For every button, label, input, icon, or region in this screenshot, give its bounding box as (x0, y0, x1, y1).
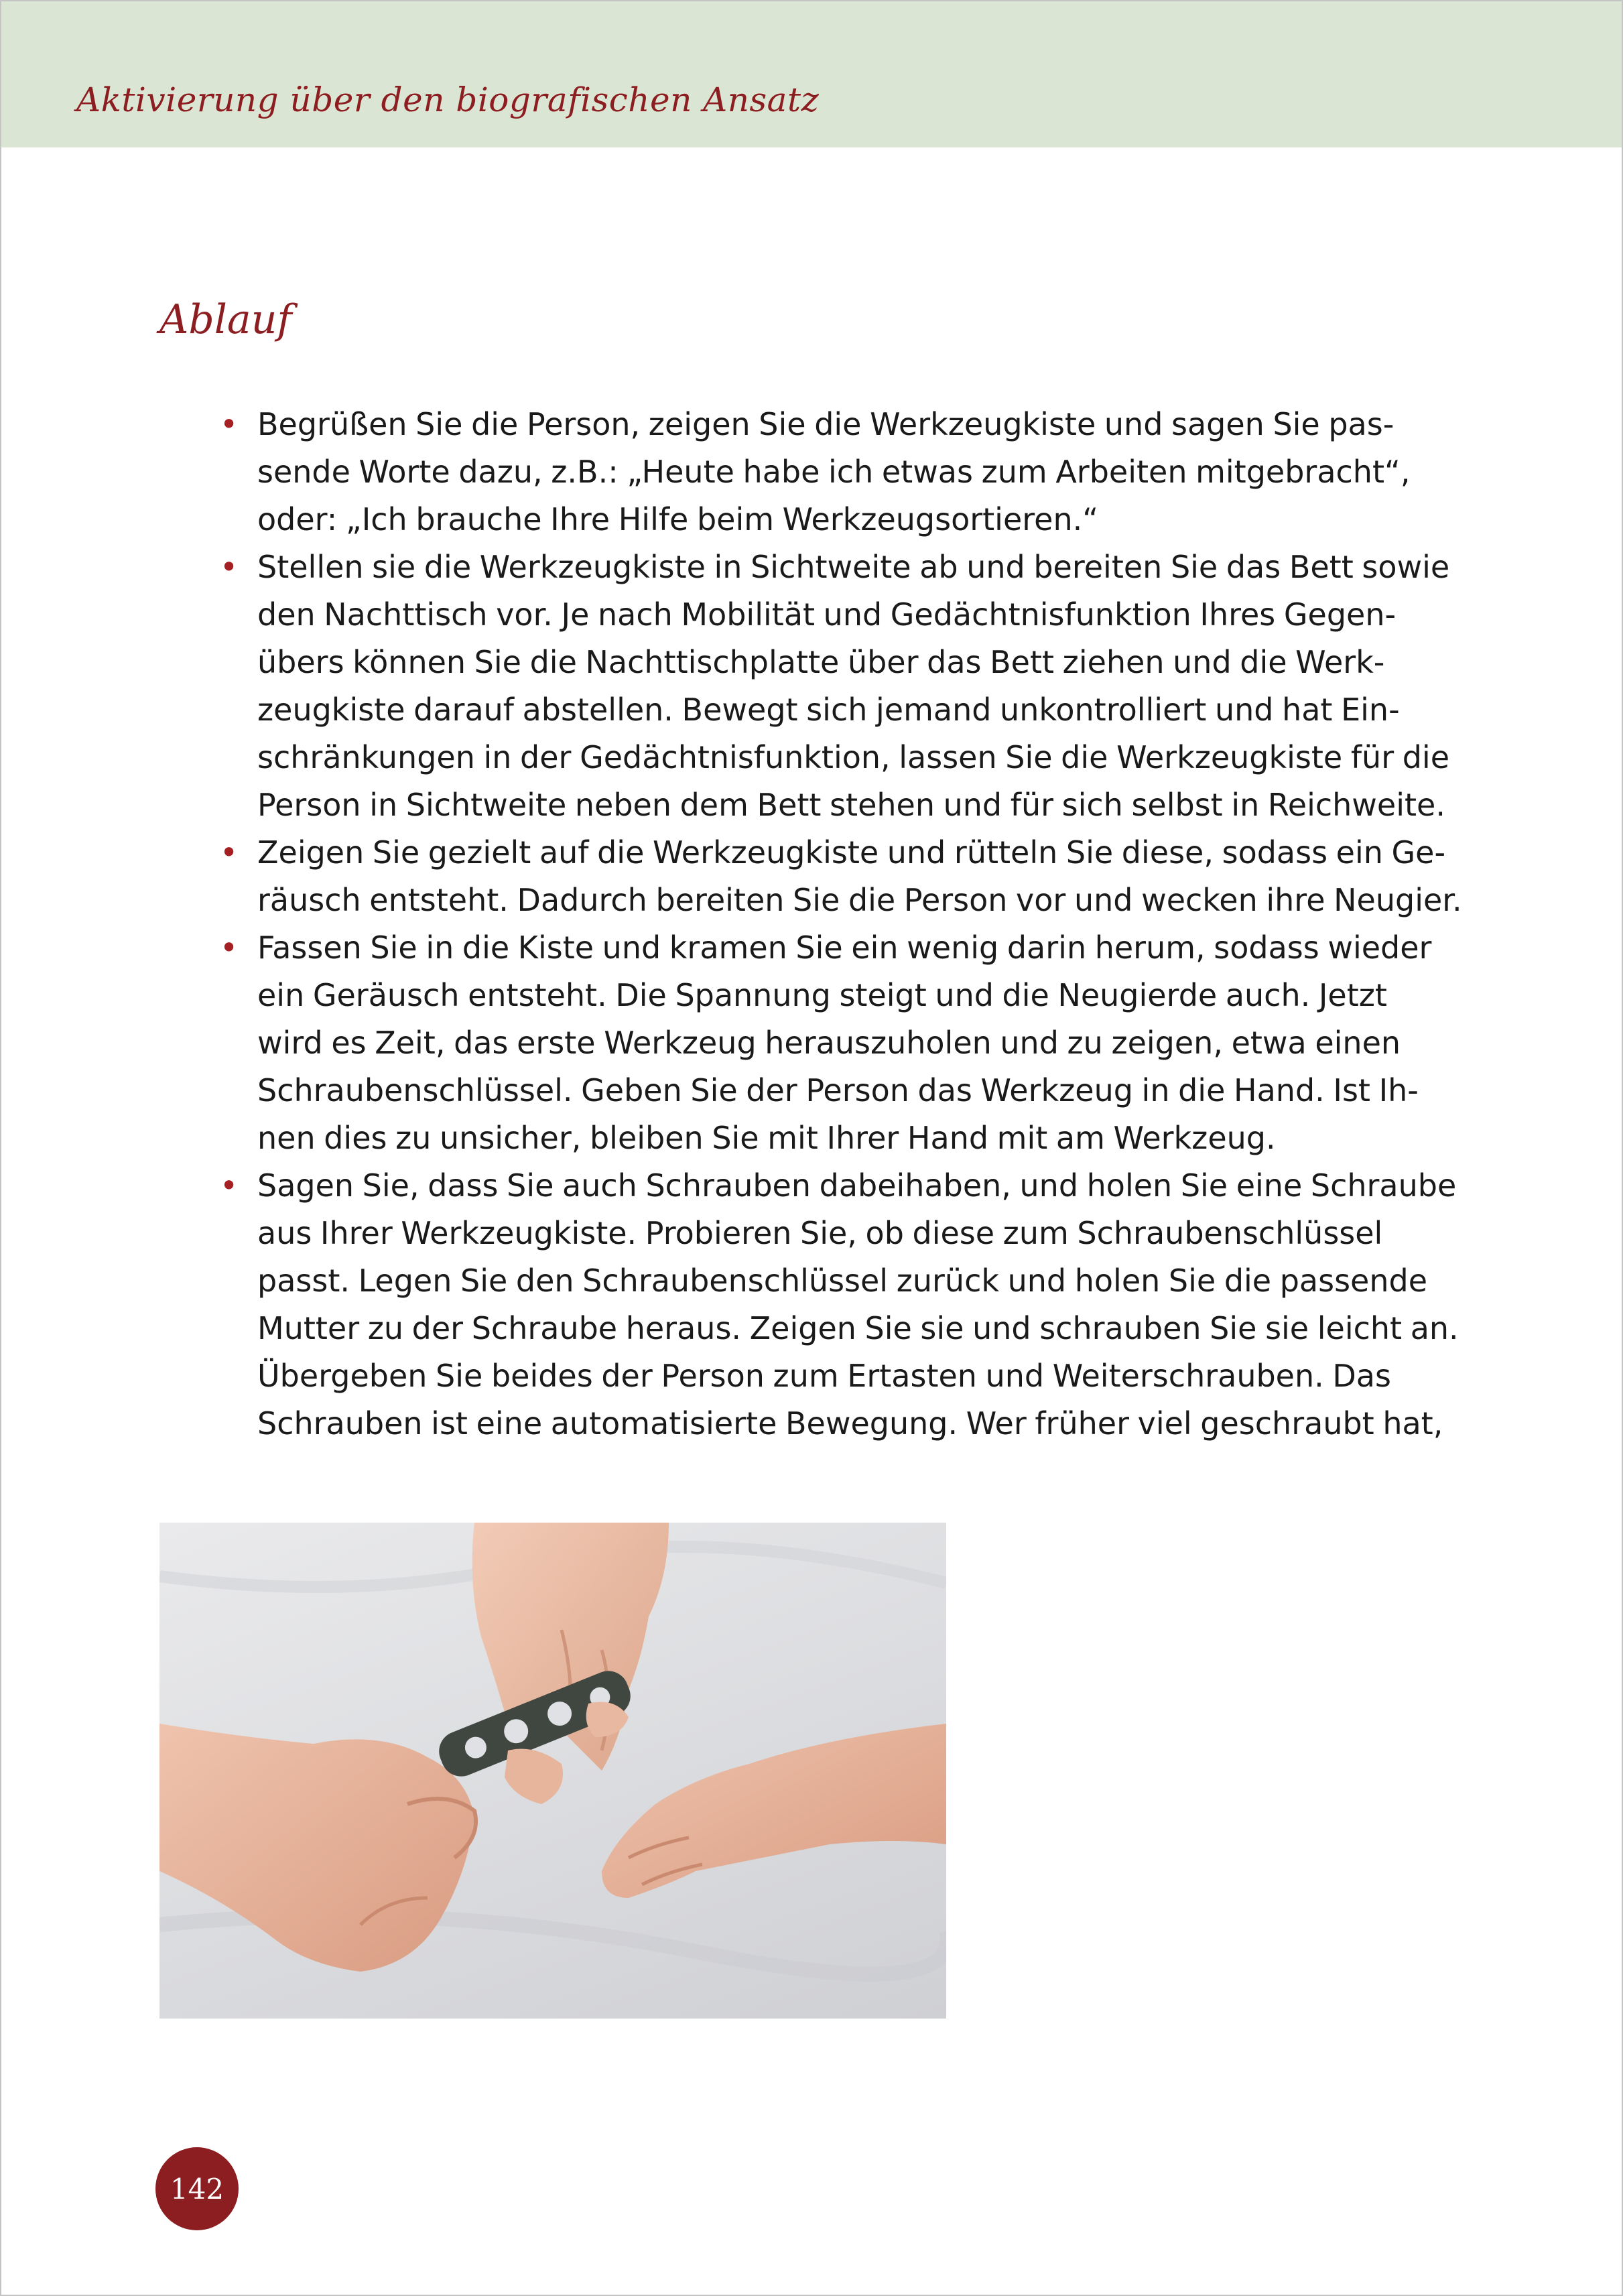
text-line: nen dies zu unsicher, bleiben Sie mit Ihrer Hand mit am Werkzeug. (257, 1120, 1276, 1156)
page-number: 142 (170, 2172, 224, 2206)
text-line: Mutter zu der Schraube heraus. Zeigen Sie sie und schrauben Sie sie leicht an. (257, 1310, 1459, 1346)
text-line: Person in Sichtweite neben dem Bett stehen und für sich selbst in Reichweite. (257, 787, 1445, 823)
text-line: zeugkiste darauf abstellen. Bewegt sich jemand unkontrolliert und hat Ein- (257, 692, 1400, 728)
text-line: den Nachttisch vor. Je nach Mobilität und Gedächtnisfunktion Ihres Gegen- (257, 596, 1397, 633)
text-line: schränkungen in der Gedächtnisfunktion, lassen Sie die Werkzeugkiste für die (257, 739, 1450, 775)
bullet-icon: • (220, 549, 239, 585)
text-line: Fassen Sie in die Kiste und kramen Sie ein wenig darin herum, sodass wieder (257, 930, 1432, 966)
text-line: räusch entsteht. Dadurch bereiten Sie die Person vor und wecken ihre Neugier. (257, 882, 1462, 918)
text-line: wird es Zeit, das erste Werkzeug herauszuholen und zu zeigen, etwa einen (257, 1025, 1401, 1061)
procedure-list (220, 401, 1470, 1448)
text-line: Schrauben ist eine automatisierte Bewegung. Wer früher viel geschraubt hat, (257, 1405, 1443, 1442)
running-head: Aktivierung über den biografischen Ansatz (76, 80, 820, 119)
bullet-icon: • (220, 1167, 239, 1204)
text-line: aus Ihrer Werkzeugkiste. Probieren Sie, ob diese zum Schraubenschlüssel (257, 1215, 1383, 1251)
text-line: Schraubenschlüssel. Geben Sie der Person das Werkzeug in die Hand. Ist Ih- (257, 1072, 1419, 1108)
photo-illustration (159, 1523, 946, 2019)
page-number-badge (155, 2147, 239, 2230)
text-line: passt. Legen Sie den Schraubenschlüssel zurück und holen Sie die passende (257, 1263, 1427, 1299)
text-line: Begrüßen Sie die Person, zeigen Sie die Werkzeugkiste und sagen Sie pas- (257, 406, 1394, 442)
list-item (220, 401, 1470, 544)
list-item (220, 829, 1470, 924)
bullet-icon: • (220, 406, 239, 442)
bullet-icon: • (220, 834, 239, 871)
text-line: Übergeben Sie beides der Person zum Ertasten und Weiterschrauben. Das (257, 1358, 1391, 1394)
text-line: Stellen sie die Werkzeugkiste in Sichtweite ab und bereiten Sie das Bett sowie (257, 549, 1450, 585)
left-hand (159, 1724, 474, 1972)
text-line: oder: „Ich brauche Ihre Hilfe beim Werkzeugsortieren.“ (257, 501, 1099, 537)
text-line: ein Geräusch entsteht. Die Spannung steigt und die Neugierde auch. Jetzt (257, 977, 1387, 1013)
section-title: Ablauf (159, 296, 292, 343)
text-line: sende Worte dazu, z.B.: „Heute habe ich etwas zum Arbeiten mitgebracht“, (257, 454, 1411, 490)
bullet-icon: • (220, 930, 239, 966)
text-line: Zeigen Sie gezielt auf die Werkzeugkiste und rütteln Sie diese, sodass ein Ge- (257, 834, 1446, 871)
text-line: Sagen Sie, dass Sie auch Schrauben dabeihaben, und holen Sie eine Schraube (257, 1167, 1457, 1204)
text-line: übers können Sie die Nachttischplatte über das Bett ziehen und die Werk- (257, 644, 1385, 680)
right-hand (602, 1724, 946, 1898)
header-band (1, 1, 1622, 147)
list-item (220, 544, 1470, 829)
list-item (220, 924, 1470, 1162)
hands-wrench-photo (159, 1523, 946, 2019)
list-item (220, 1162, 1470, 1448)
